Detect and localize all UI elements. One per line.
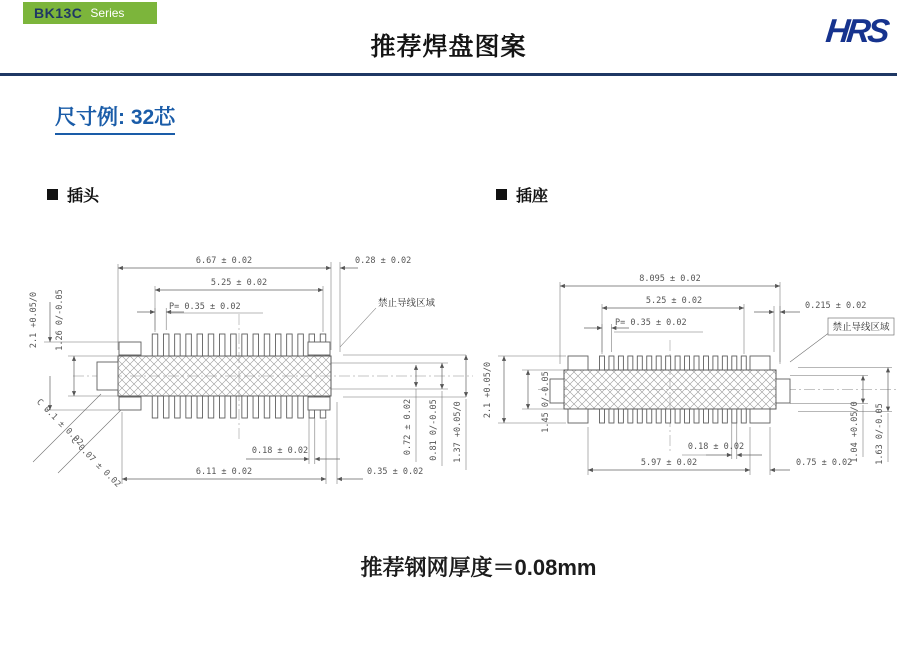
hrs-logo: HRS	[824, 12, 889, 49]
svg-text:1.63 0/-0.05: 1.63 0/-0.05	[875, 403, 885, 465]
svg-text:5.25 ± 0.02: 5.25 ± 0.02	[645, 296, 703, 306]
section-bullet	[496, 189, 507, 200]
header-divider	[0, 73, 897, 76]
badge-series: Series	[90, 6, 125, 20]
svg-text:0.75 ± 0.02: 0.75 ± 0.02	[796, 458, 853, 468]
connector-body	[564, 370, 776, 409]
plug-drawing	[18, 252, 478, 527]
keepout-label: 禁止导线区域	[832, 322, 890, 333]
svg-text:P= 0.35 ± 0.02: P= 0.35 ± 0.02	[169, 302, 241, 312]
svg-text:1.04 +0.05/0: 1.04 +0.05/0	[850, 401, 860, 463]
svg-text:P= 0.35 ± 0.02: P= 0.35 ± 0.02	[615, 318, 687, 328]
pad-array-bottom	[600, 409, 747, 423]
svg-text:2.1 +0.05/0: 2.1 +0.05/0	[29, 291, 39, 349]
keepout-label: 禁止导线区域	[378, 298, 436, 309]
series-badge	[23, 2, 157, 24]
svg-text:0.35 ± 0.02: 0.35 ± 0.02	[367, 467, 424, 477]
keepout-callout	[340, 297, 436, 347]
dim-end-pad	[770, 427, 852, 475]
dim-tail-2	[875, 368, 888, 465]
svg-text:6.67 ± 0.02: 6.67 ± 0.02	[195, 256, 253, 266]
plug-section-label	[47, 183, 99, 206]
dim-tail-3	[453, 355, 466, 470]
receptacle-section-label	[496, 183, 548, 206]
svg-text:2.1 +0.05/0: 2.1 +0.05/0	[483, 361, 493, 419]
side-tab	[97, 362, 118, 390]
svg-text:5.97 ± 0.02: 5.97 ± 0.02	[640, 458, 698, 468]
dim-tail-2	[429, 363, 442, 466]
svg-text:8.095 ± 0.02: 8.095 ± 0.02	[639, 274, 701, 284]
svg-text:1.37 +0.05/0: 1.37 +0.05/0	[453, 401, 463, 463]
page-title: 推荐焊盘图案	[370, 33, 527, 61]
svg-text:0.215 ± 0.02: 0.215 ± 0.02	[805, 301, 867, 311]
pad-array-top	[600, 356, 747, 370]
plug-label: 插头	[67, 188, 100, 205]
svg-text:0.28 ± 0.02: 0.28 ± 0.02	[355, 256, 412, 266]
dim-chamfer-2: C 0.07 ± 0.02	[68, 435, 123, 490]
section-bullet	[47, 189, 58, 200]
svg-text:0.18 ± 0.02: 0.18 ± 0.02	[251, 446, 309, 456]
svg-text:1.26 0/-0.05: 1.26 0/-0.05	[55, 289, 65, 351]
receptacle-label: 插座	[516, 188, 549, 205]
connector-body	[118, 356, 331, 396]
keepout-leader	[790, 332, 830, 362]
badge-model: BK13C	[34, 5, 83, 21]
keepout-leader	[340, 308, 376, 347]
dim-tail-1	[850, 376, 863, 463]
svg-text:0.18 ± 0.02: 0.18 ± 0.02	[687, 442, 745, 452]
svg-text:6.11 ± 0.02: 6.11 ± 0.02	[195, 467, 253, 477]
svg-text:0.81 0/-0.05: 0.81 0/-0.05	[429, 399, 439, 461]
footer-note: 推荐钢网厚度＝0.08mm	[360, 555, 597, 580]
dim-chamfer-1: C 0.1 ± 0.02	[34, 397, 85, 448]
svg-text:1.45 0/-0.05: 1.45 0/-0.05	[541, 371, 551, 433]
dim-pitch	[137, 302, 263, 330]
svg-text:0.72 ± 0.02: 0.72 ± 0.02	[403, 398, 413, 456]
keepout-callout	[790, 318, 894, 362]
section-heading: 尺寸例: 32芯	[55, 101, 175, 135]
chamfer-callouts	[33, 394, 122, 490]
receptacle-drawing	[478, 252, 897, 527]
svg-text:5.25 ± 0.02: 5.25 ± 0.02	[210, 278, 268, 288]
dim-tail-1	[403, 365, 416, 462]
